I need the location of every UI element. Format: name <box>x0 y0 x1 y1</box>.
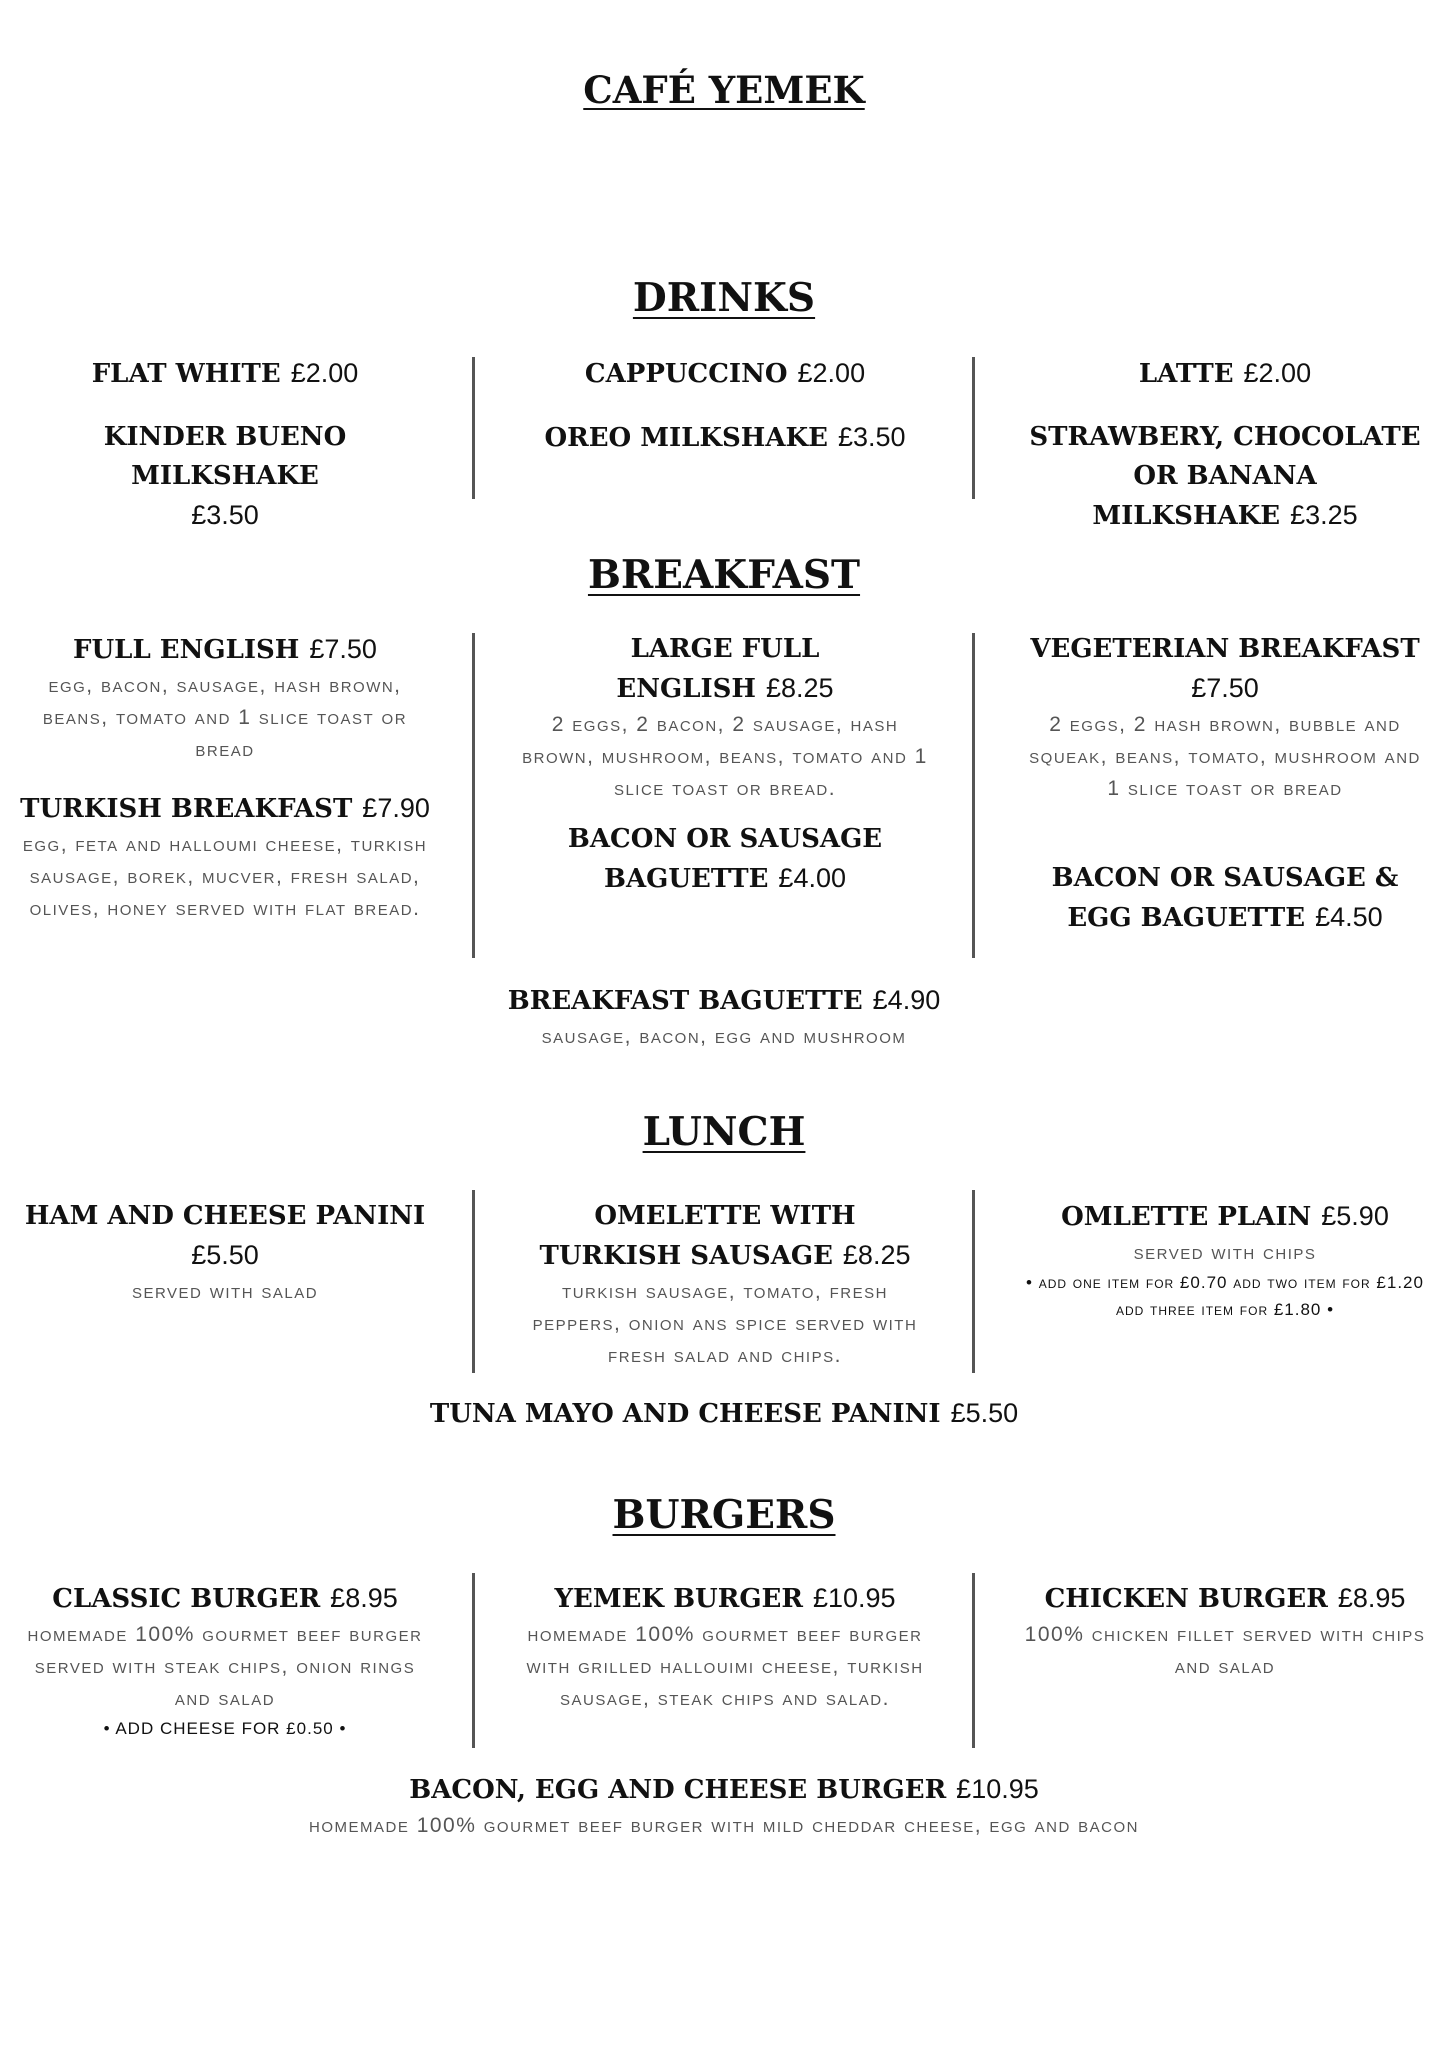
menu-item-yemek-burger <box>520 1579 930 1715</box>
item-name: LARGE FULL ENGLISH <box>616 634 820 704</box>
item-price: £2.00 <box>290 358 359 388</box>
menu-item-bacon-sausage-baguette <box>560 820 890 899</box>
column-divider <box>472 1190 475 1373</box>
menu-item-full-english <box>20 630 430 766</box>
menu-item-kinder-milkshake <box>20 418 430 536</box>
item-price: £4.90 <box>872 985 941 1015</box>
item-price: £5.90 <box>1321 1201 1389 1231</box>
menu-item-chicken-burger <box>1020 1579 1430 1683</box>
item-price: £5.50 <box>950 1398 1019 1428</box>
item-price: £2.00 <box>797 358 866 388</box>
menu-item-bacon-egg-cheese-burger <box>124 1770 1324 1842</box>
column-divider <box>472 1573 475 1748</box>
item-name: TURKISH BREAKFAST <box>20 794 353 824</box>
column-divider <box>972 357 975 499</box>
item-name: STRAWBERY, CHOCOLATE OR BANANA MILKSHAKE <box>1029 422 1421 531</box>
item-description: egg, bacon, sausage, hash brown, beans, tomato and 1 slice toast or bread <box>42 674 408 761</box>
lunch-heading: LUNCH <box>642 1109 806 1155</box>
item-name: YEMEK BURGER <box>554 1584 803 1614</box>
menu-item-classic-burger <box>20 1579 430 1742</box>
menu-item-oreo-milkshake <box>520 418 930 458</box>
item-description: homemade 100% gourmet beef burger served with steak chips, onion rings and salad <box>27 1623 423 1710</box>
item-name: BACON OR SAUSAGE BAGUETTE <box>567 824 883 894</box>
menu-item-strawbery-milkshake <box>1020 418 1430 536</box>
item-name: VEGETERIAN BREAKFAST <box>1030 634 1420 664</box>
menu-item-omlette-plain <box>1020 1197 1430 1323</box>
item-name: BACON, EGG AND CHEESE BURGER <box>409 1775 947 1805</box>
item-price: £3.25 <box>1290 500 1358 530</box>
item-name: CHICKEN BURGER <box>1044 1584 1328 1614</box>
item-description: homemade 100% gourmet beef burger with mild cheddar cheese, egg and bacon <box>309 1814 1139 1837</box>
item-price: £8.95 <box>330 1583 398 1613</box>
item-price: £8.25 <box>766 673 834 703</box>
item-name: HAM AND CHEESE PANINI <box>24 1201 426 1231</box>
item-name: FULL ENGLISH <box>73 635 300 665</box>
item-price: £4.00 <box>778 863 846 893</box>
menu-item-turkish-breakfast <box>20 789 430 925</box>
item-price: £7.50 <box>1191 673 1259 703</box>
menu-item-bacon-sausage-egg-baguette <box>1030 859 1420 938</box>
menu-item-flat-white <box>20 354 430 394</box>
item-description: homemade 100% gourmet beef burger with grilled hallouimi cheese, turkish sausage, steak chips and salad. <box>526 1623 924 1710</box>
item-price: £8.95 <box>1337 1583 1406 1613</box>
item-note: • add one item for £0.70 add two item for £1.20 add three item for £1.80 • <box>1026 1273 1424 1319</box>
item-price: £8.25 <box>842 1240 911 1270</box>
item-description: 100% chicken fillet served with chips and salad <box>1024 1623 1426 1678</box>
item-name: CLASSIC BURGER <box>52 1584 321 1614</box>
column-divider <box>472 357 475 499</box>
item-name: KINDER BUENO MILKSHAKE <box>103 422 347 491</box>
breakfast-heading: BREAKFAST <box>587 552 861 598</box>
item-price: £3.50 <box>191 500 259 530</box>
item-description: 2 eggs, 2 bacon, 2 sausage, hash brown, mushroom, beans, tomato and 1 slice toast or bread. <box>522 713 928 800</box>
item-note: • ADD CHEESE FOR £0.50 • <box>103 1719 347 1738</box>
column-divider <box>972 633 975 958</box>
item-price: £4.50 <box>1315 902 1383 932</box>
item-name: TUNA MAYO AND CHEESE PANINI <box>429 1399 941 1429</box>
item-name: OMLETTE PLAIN <box>1061 1202 1312 1232</box>
item-price: £7.50 <box>309 634 377 664</box>
column-divider <box>472 633 475 958</box>
item-price: £10.95 <box>956 1774 1039 1804</box>
menu-item-vegeterian-breakfast <box>1020 630 1430 805</box>
item-name: LATTE <box>1138 359 1234 389</box>
item-name: FLAT WHITE <box>91 359 281 389</box>
item-price: £5.50 <box>191 1240 259 1270</box>
item-description: served with chips <box>1133 1241 1317 1264</box>
item-name: OMELETTE WITH TURKISH SAUSAGE <box>539 1201 856 1271</box>
menu-item-ham-cheese-panini <box>20 1197 430 1308</box>
menu-item-breakfast-baguette <box>374 981 1074 1053</box>
item-description: 2 eggs, 2 hash brown, bubble and squeak, beans, tomato, mushroom and 1 slice toast or bread <box>1029 713 1421 800</box>
drinks-heading: DRINKS <box>632 275 816 321</box>
cafe-title: CAFÉ YEMEK <box>583 68 865 112</box>
item-name: BREAKFAST BAGUETTE <box>507 986 863 1016</box>
item-price: £2.00 <box>1243 358 1312 388</box>
item-price: £3.50 <box>837 422 906 452</box>
item-description: sausage, bacon, egg and mushroom <box>541 1025 907 1048</box>
item-name: BACON OR SAUSAGE & EGG BAGUETTE <box>1051 863 1399 933</box>
menu-item-cappuccino <box>520 354 930 394</box>
menu-item-latte <box>1020 354 1430 394</box>
item-name: OREO MILKSHAKE <box>544 423 828 453</box>
item-description: served with salad <box>131 1280 319 1303</box>
item-description: turkish sausage, tomato, fresh peppers, onion ans spice served with fresh salad and chips. <box>532 1280 918 1367</box>
column-divider <box>972 1190 975 1373</box>
menu-item-tuna-panini <box>324 1394 1124 1434</box>
item-name: CAPPUCCINO <box>584 359 788 389</box>
column-divider <box>972 1573 975 1748</box>
burgers-heading: BURGERS <box>612 1492 836 1538</box>
item-price: £10.95 <box>812 1583 896 1613</box>
menu-item-omelette-turkish-sausage <box>520 1197 930 1372</box>
item-price: £7.90 <box>362 793 430 823</box>
item-description: egg, feta and halloumi cheese, turkish sausage, borek, mucver, fresh salad, olives, honey served with flat bread. <box>22 833 428 920</box>
menu-item-large-full-english <box>520 630 930 805</box>
